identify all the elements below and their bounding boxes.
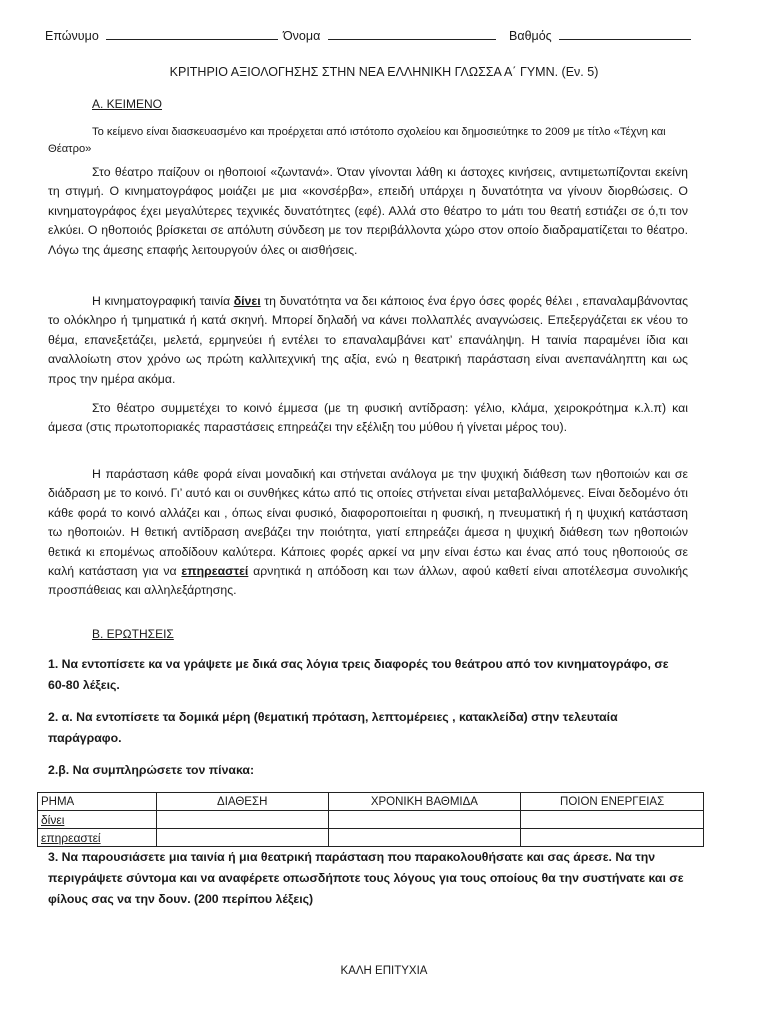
section-a-heading: Α. ΚΕΙΜΕΝΟ [92,97,163,111]
table-answer-cell[interactable] [521,811,704,829]
paragraph-4-text-start: Η παράσταση κάθε φορά είναι μοναδική και στήνεται ανάλογα με την ψυχική διάθεση των ηθοποιών και σε διάδραση με το κοινό. Γι’ αυτό και οι συνθήκες κάτω από τις οποίες στήνεται είναι μεταβαλλόμενες. Είναι δεδομένο ότι κάθε φορά το κοινό αλλάζει και , όπως είναι φυσικό, διαφοροποιείται η φυσική, η πνευματική ή η ψυχική κατάσταση τω ηθοποιών. Η θετική αντίδραση ανεβάζει την ποιότητα, γιατί επηρεάζει άμεσα η ψυχική διάθεση των ηθοποιών θετικά κι επομένως αποδίδουν καλύτερα. Κάποιες φορές αρκεί να μην είναι έστω και ένας από τους ηθοποιούς σε καλή κατάσταση για να [48,467,688,579]
table-row-verb: δίνει [38,811,157,829]
question-2b: 2.β. Να συμπληρώσετε τον πίνακα: [48,763,255,777]
table-header-cell: ΔΙΑΘΕΣΗ [156,793,328,811]
intro-text: Το κείμενο είναι διασκευασμένο και προέρχεται από ιστότοπο σχολείου και δημοσιεύτηκε το 2009 με τίτλο «Τέχνη και Θέατρο» [48,126,666,155]
table-header-cell: ΡΗΜΑ [38,793,157,811]
question-3: 3. Να παρουσιάσετε μια ταινία ή μια θεατρική παράσταση που παρακολουθήσατε και σας άρεσε. Να την περιγράψετε σύντομα και να αναφέρετε οπωσδήποτε τους λόγους για τους οποίους θα την συστήνατε και σε φίλους σας να την δουν. (200 περίπου λέξεις) [48,850,684,906]
page-title: ΚΡΙΤΗΡΙΟ ΑΞΙΟΛΟΓΗΣΗΣ ΣΤΗΝ ΝΕΑ ΕΛΛΗΝΙΚΗ ΓΛΩΣΣΑ Α΄ ΓΥΜΝ. (Εν. 5) [169,65,599,79]
table-answer-cell[interactable] [328,811,521,829]
paragraph-2-text-start: Η κινηματογραφική ταινία [92,294,234,308]
keyword-epireastei: επηρεαστεί [181,564,249,579]
table-header-row [38,793,704,811]
name-blank[interactable] [328,26,496,40]
paragraph-3 [48,399,688,438]
table-row [38,829,704,847]
table-answer-cell[interactable] [156,829,328,847]
paragraph-3-text: Στο θέατρο συμμετέχει το κοινό έμμεσα (με τη φυσική αντίδραση: γέλιο, κλάμα, χειροκρότημα κ.λ.π) και άμεσα (στις πρωτοποριακές παραστάσεις επηρεάζει την εξέλιξη του μύθου ή γίνεται μέρος του). [48,401,688,435]
grade-field[interactable] [509,26,691,43]
table-header-cell: ΧΡΟΝΙΚΗ ΒΑΘΜΙΔΑ [328,793,521,811]
paragraph-4-text-end: αρνητικά η απόδοση και των άλλων, αφού καθετί είναι αποτέλεσμα συνολικής προσπάθειας και αλληλεξάρτησης. [48,564,688,598]
intro-note [48,124,688,158]
verb-table [37,792,704,847]
grade-blank[interactable] [559,26,691,40]
table-answer-cell[interactable] [156,811,328,829]
question-1: 1. Να εντοπίσετε κα να γράψετε με δικά σας λόγια τρεις διαφορές του θεάτρου από τον κινηματογράφο, σε 60-80 λέξεις. [48,657,669,692]
table-header-cell: ΠΟΙΟΝ ΕΝΕΡΓΕΙΑΣ [521,793,704,811]
table-answer-cell[interactable] [521,829,704,847]
grade-label: Βαθμός [509,29,552,43]
table-row [38,811,704,829]
paragraph-2 [48,292,688,389]
question-2a: 2. α. Να εντοπίσετε τα δομικά μέρη (θεματική πρόταση, λεπτομέρειες , κατακλείδα) στην τελευταία παράγραφο. [48,710,618,745]
section-b-heading: Β. ΕΡΩΤΗΣΕΙΣ [92,627,174,641]
name-label: Όνομα [283,29,321,43]
paragraph-1-text: Στο θέατρο παίζουν οι ηθοποιοί «ζωντανά». Όταν γίνονται λάθη κι άστοχες κινήσεις, αντιμετωπίζονται εκείνη τη στιγμή. Ο κινηματογράφος μοιάζει με μια «κονσέρβα», επειδή υπάρχει η δυνατότητα να γίνουν διορθώσεις. Ο κινηματογράφος έχει μεγαλύτερες τεχνικές δυνατότητες (εφέ). Αλλά στο θέατρο το μάτι του θεατή εστιάζει σε ό,τι τον ελκύει. Ο ηθοποιός βρίσκεται σε απόλυτη σύνδεση με τον περιβάλλοντα χώρο στον οποίο διαδραματίζεται το θέατρο. Λόγω της άμεσης επαφής λειτουργούν όλες οι αισθήσεις. [48,165,688,257]
paragraph-2-text-end: τη δυνατότητα να δει κάποιος ένα έργο όσες φορές θέλει , επαναλαμβάνοντας το ολόκληρο ή τμηματικά ή κατά σκηνή. Μπορεί δηλαδή να κάνει πολλαπλές αναγνώσεις. Επεξεργάζεται εκ νέου το θέμα, επανεξετάζει, μελετά, ερμηνεύει ή εντέλει το επαναλαμβάνει κατ’ επανάληψη. Η ταινία παραμένει ίδια και αναλλοίωτη στον χρόνο ως πρώτη καλλιτεχνική της αξία, ενώ η θεατρική παράσταση είναι ανεπανάληπτη και ως προς την ημέρα ακόμα. [48,294,688,386]
table-answer-cell[interactable] [328,829,521,847]
keyword-dinei: δίνει [233,294,261,308]
paragraph-4 [48,465,688,601]
name-field[interactable] [283,26,496,43]
footer-wish: ΚΑΛΗ ΕΠΙΤΥΧΙΑ [340,965,428,977]
surname-label: Επώνυμο [45,29,99,43]
table-row-verb: επηρεαστεί [38,829,157,847]
surname-field[interactable] [45,26,278,43]
paragraph-1 [48,163,688,260]
surname-blank[interactable] [106,26,278,40]
